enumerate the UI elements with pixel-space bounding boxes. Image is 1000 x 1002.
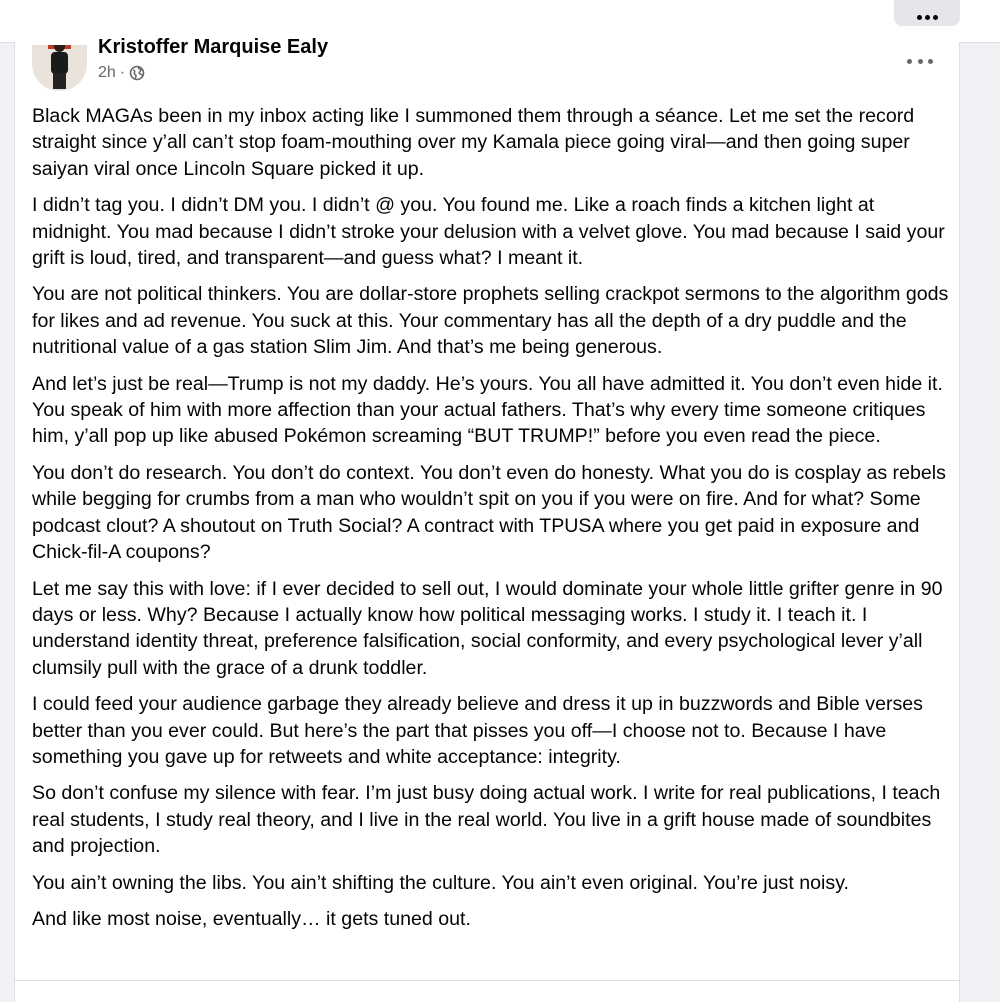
dot-icon <box>925 15 930 20</box>
dot-icon <box>918 59 923 64</box>
card-divider <box>15 980 959 981</box>
avatar[interactable] <box>32 45 87 91</box>
dot-icon <box>933 15 938 20</box>
avatar-legs <box>53 73 66 89</box>
post-options-button[interactable] <box>907 56 933 66</box>
post-paragraph: You are not political thinkers. You are dollar-store prophets selling crackpot sermons to the algorithm gods for likes and ad revenue. You suck at this. Your commentary has all the depth of a dry puddle and the nutritional value of a gas station Slim Jim. And that’s me being generous. <box>32 283 949 359</box>
post-meta <box>98 64 145 82</box>
post-time[interactable]: 2h <box>98 64 116 81</box>
post-paragraph: I didn’t tag you. I didn’t DM you. I didn’t @ you. You found me. Like a roach finds a kitchen light at midnight. You mad because I didn’t stroke your delusion with a velvet glove. You mad because I said your grift is loud, tired, and transparent—and guess what? I meant it. <box>32 194 945 270</box>
post-paragraph: You ain’t owning the libs. You ain’t shifting the culture. You ain’t even original. You’re just noisy. <box>32 871 849 894</box>
dot-icon <box>907 59 912 64</box>
avatar-head <box>54 45 65 52</box>
post-paragraph: I could feed your audience garbage they already believe and dress it up in buzzwords and Bible verses better than you ever could. But here’s the part that pisses you off—I choose not to. Because I have something you gave up for retweets and white acceptance: integrity. <box>32 693 923 768</box>
post-paragraph: Let me say this with love: if I ever decided to sell out, I would dominate your whole little grifter genre in 90 days or less. Why? Because I actually know how political messaging works. I study it. I teach it. I understand identity threat, preference falsification, social conformity, and every psychological lever y’all clumsily pull with the grace of a drunk toddler. <box>32 577 943 679</box>
post-paragraph: Black MAGAs been in my inbox acting like I summoned them through a séance. Let me set the record straight since y’all can’t stop foam-mouthing over my Kamala piece going viral—and then going super saiyan viral once Lincoln Square picked it up. <box>32 105 915 180</box>
post-paragraph: And let’s just be real—Trump is not my daddy. He’s yours. You all have admitted it. You don’t even hide it. You speak of him with more affection than your actual fathers. That’s why every time someone critiques him, y’all pop up like abused Pokémon screaming “BUT TRUMP!” before you even read the piece. <box>32 372 943 448</box>
meta-separator: · <box>119 64 126 81</box>
post-paragraph: And like most noise, eventually… it gets tuned out. <box>32 907 471 930</box>
author-name[interactable]: Kristoffer Marquise Ealy <box>98 36 329 58</box>
dot-icon <box>917 15 922 20</box>
post-paragraph: So don’t confuse my silence with fear. I’m just busy doing actual work. I write for real publications, I teach real students, I study real theory, and I live in the real world. You live in a grift house made of soundbites and projection. <box>32 782 941 858</box>
post-card <box>14 36 960 1002</box>
post-body <box>32 103 952 942</box>
post-paragraph: You don’t do research. You don’t do context. You don’t even do honesty. What you do is cosplay as rebels while begging for crumbs from a man who wouldn’t spit on you if you were on fire. And for what? Some podcast clout? A shoutout on Truth Social? A contract with TPUSA where you get paid in exposure and Chick-fil-A coupons? <box>32 461 946 564</box>
avatar-body <box>51 52 68 74</box>
dot-icon <box>928 59 933 64</box>
globe-icon[interactable] <box>129 65 145 81</box>
more-options-button[interactable] <box>894 0 960 26</box>
